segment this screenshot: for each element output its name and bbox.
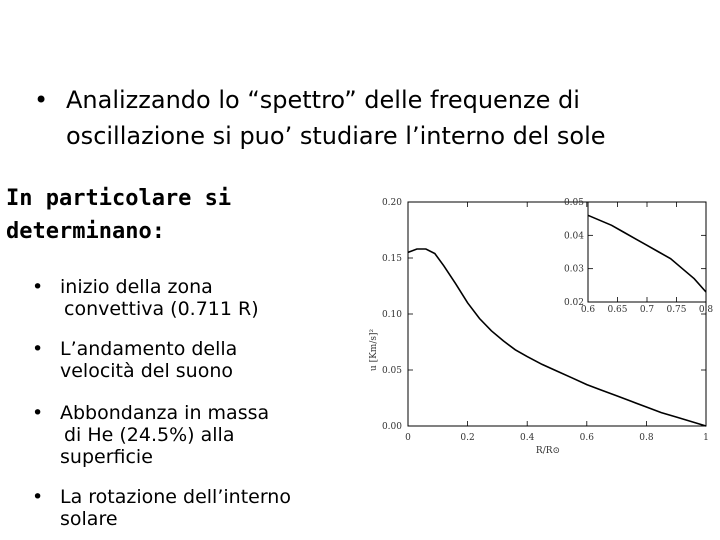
main-x-tick-label: 0.6 [579, 433, 594, 443]
list-item-line: superficie [60, 446, 153, 468]
inset-frame [588, 202, 706, 302]
section-heading [6, 182, 306, 248]
y-axis-label: u [Km/s]² [369, 328, 379, 372]
inset-x-tick-label: 0.8 [698, 305, 714, 315]
main-y-tick-label: 0.05 [381, 366, 402, 376]
bullet-dot: • [32, 402, 44, 424]
list-item-line: convettiva (0.711 R) [64, 298, 259, 320]
intro-text [66, 82, 686, 154]
list-item-text [60, 402, 360, 468]
inset-x-tick-label: 0.7 [639, 305, 655, 315]
heading-line-2: determinano: [6, 219, 165, 244]
intro-line-1: Analizzando lo “spettro” delle frequenze di [66, 86, 580, 114]
list-item-line: solare [60, 508, 118, 530]
inset-x-tick-label: 0.65 [607, 305, 628, 315]
bullet-dot: • [34, 86, 49, 114]
sound-speed-figure [360, 190, 720, 470]
list-item-line: di He (24.5%) alla [64, 424, 235, 446]
sound-speed-chart [360, 190, 720, 470]
inset-x-tick-label: 0.6 [580, 305, 596, 315]
inset-y-tick-label: 0.03 [563, 264, 584, 275]
bullet-dot: • [32, 486, 44, 508]
inset-y-tick-label: 0.04 [563, 231, 584, 242]
list-item-line: velocità del suono [60, 360, 233, 382]
heading-line-1: In particolare si [6, 186, 232, 211]
list-item-text [60, 338, 360, 382]
main-x-tick-label: 0.2 [460, 433, 475, 443]
bullet-dot: • [32, 276, 44, 298]
intro-line-2: oscillazione si puo’ studiare l’interno del sole [66, 122, 606, 150]
main-y-tick-label: 0.10 [381, 310, 402, 320]
list-item-text [60, 276, 360, 320]
x-axis-label: R/R⊙ [535, 446, 561, 456]
main-x-tick-label: 1 [703, 433, 709, 443]
inset-y-tick-label: 0.05 [563, 198, 584, 208]
main-y-tick-label: 0.20 [381, 198, 402, 208]
main-x-tick-label: 0.8 [639, 433, 654, 443]
list-item-line: inizio della zona [60, 276, 213, 298]
list-item-line: La rotazione dell’interno [60, 486, 291, 508]
inset-x-tick-label: 0.75 [666, 305, 687, 315]
main-y-tick-label: 0.00 [381, 422, 402, 432]
inset-y-tick-label: 0.02 [563, 298, 584, 308]
main-y-tick-label: 0.15 [381, 254, 402, 264]
main-x-tick-label: 0.4 [520, 433, 535, 443]
list-item-line: Abbondanza in massa [60, 402, 270, 424]
main-x-tick-label: 0 [405, 433, 411, 443]
bullet-dot: • [32, 338, 44, 360]
list-item-line: L’andamento della [60, 338, 238, 360]
list-item-text [60, 486, 360, 530]
